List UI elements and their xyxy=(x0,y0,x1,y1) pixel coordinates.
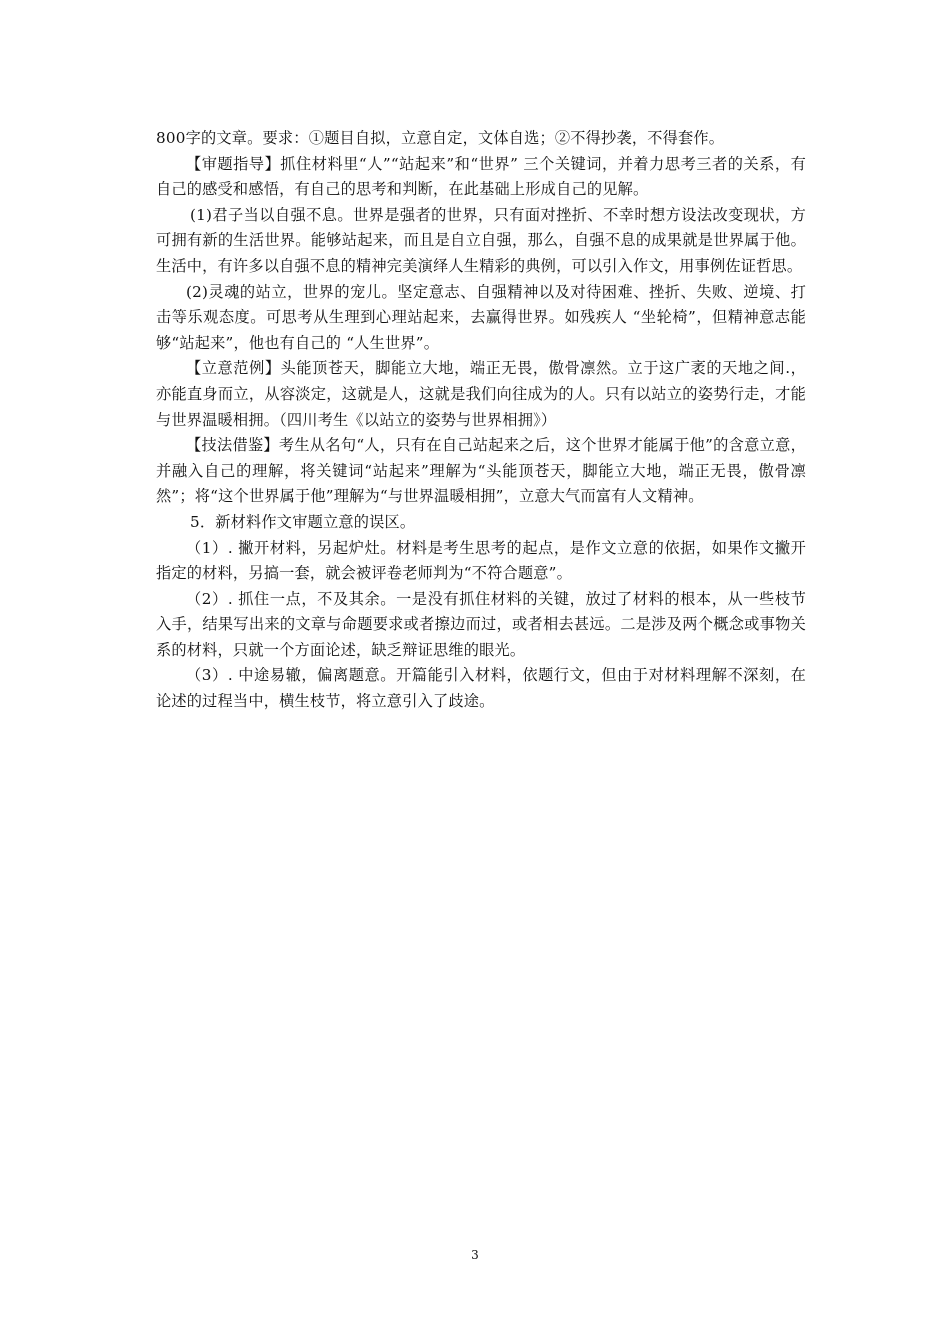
paragraph-pitfall-3: （3）. 中途易辙，偏离题意。开篇能引入材料，依题行文，但由于对材料理解不深刻，在论述的过程当中，横生枝节，将立意引入了歧途。 xyxy=(156,666,806,711)
paragraph-point-1: (1)君子当以自强不息。世界是强者的世界，只有面对挫折、不幸时想方设法改变现状，方可拥有新的生活世界。能够站起来，而且是自立自强，那么，自强不息的成果就是世界属于他。生活中，有许多以自强不息的精神完美演绎人生精彩的典例，可以引入作文，用事例佐证哲思。 xyxy=(156,205,806,275)
page-number: 3 xyxy=(471,1248,479,1262)
paragraph-point-2: (2)灵魂的站立，世界的宠儿。坚定意志、自强精神以及对待困难、挫折、失败、逆境、打击等乐观态度。可思考从生理到心理站起来，去赢得世界。如残疾人 “坐轮椅”，但精神意志能够“站起来”，他也有自己的 “人生世界”。 xyxy=(156,282,806,352)
paragraph-pitfall-2: （2）. 抓住一点，不及其余。一是没有抓住材料的关键，放过了材料的根本，从一些枝节入手，结果写出来的文章与命题要求或者擦边而过，或者相去甚远。二是涉及两个概念或事物关系的材料，只就一个方面论述，缺乏辩证思维的眼光。 xyxy=(156,589,806,659)
paragraph-requirements: 800字的文章。要求：①题目自拟，立意自定，文体自选；②不得抄袭，不得套作。 xyxy=(156,129,725,147)
paragraph-topic-guidance: 【审题指导】抓住材料里“人”“站起来”和“世界” 三个关键词，并着力思考三者的关系，有自己的感受和感悟，有自己的思考和判断，在此基础上形成自己的见解。 xyxy=(156,154,806,199)
paragraph-example-thesis: 【立意范例】头能顶苍天，脚能立大地，端正无畏，傲骨凛然。立于这广袤的天地之间.，亦能直身而立，从容淡定，这就是人，这就是我们向往成为的人。只有以站立的姿势行走，才能与世界温暖相拥。（四川考生《以站立的姿势与世界相拥》） xyxy=(156,359,806,429)
document-body xyxy=(156,126,806,715)
paragraph-technique: 【技法借鉴】考生从名句“人，只有在自己站起来之后，这个世界才能属于他”的含意立意，并融入自己的理解，将关键词“站起来”理解为“头能顶苍天，脚能立大地，端正无畏，傲骨凛然”；将“这个世界属于他”理解为“与世界温暖相拥”，立意大气而富有人文精神。 xyxy=(156,436,806,506)
paragraph-section-heading: 5．新材料作文审题立意的误区。 xyxy=(190,512,416,531)
paragraph-pitfall-1: （1）. 撇开材料，另起炉灶。材料是考生思考的起点，是作文立意的依据，如果作文撇开指定的材料，另搞一套，就会被评卷老师判为“不符合题意”。 xyxy=(156,538,806,583)
